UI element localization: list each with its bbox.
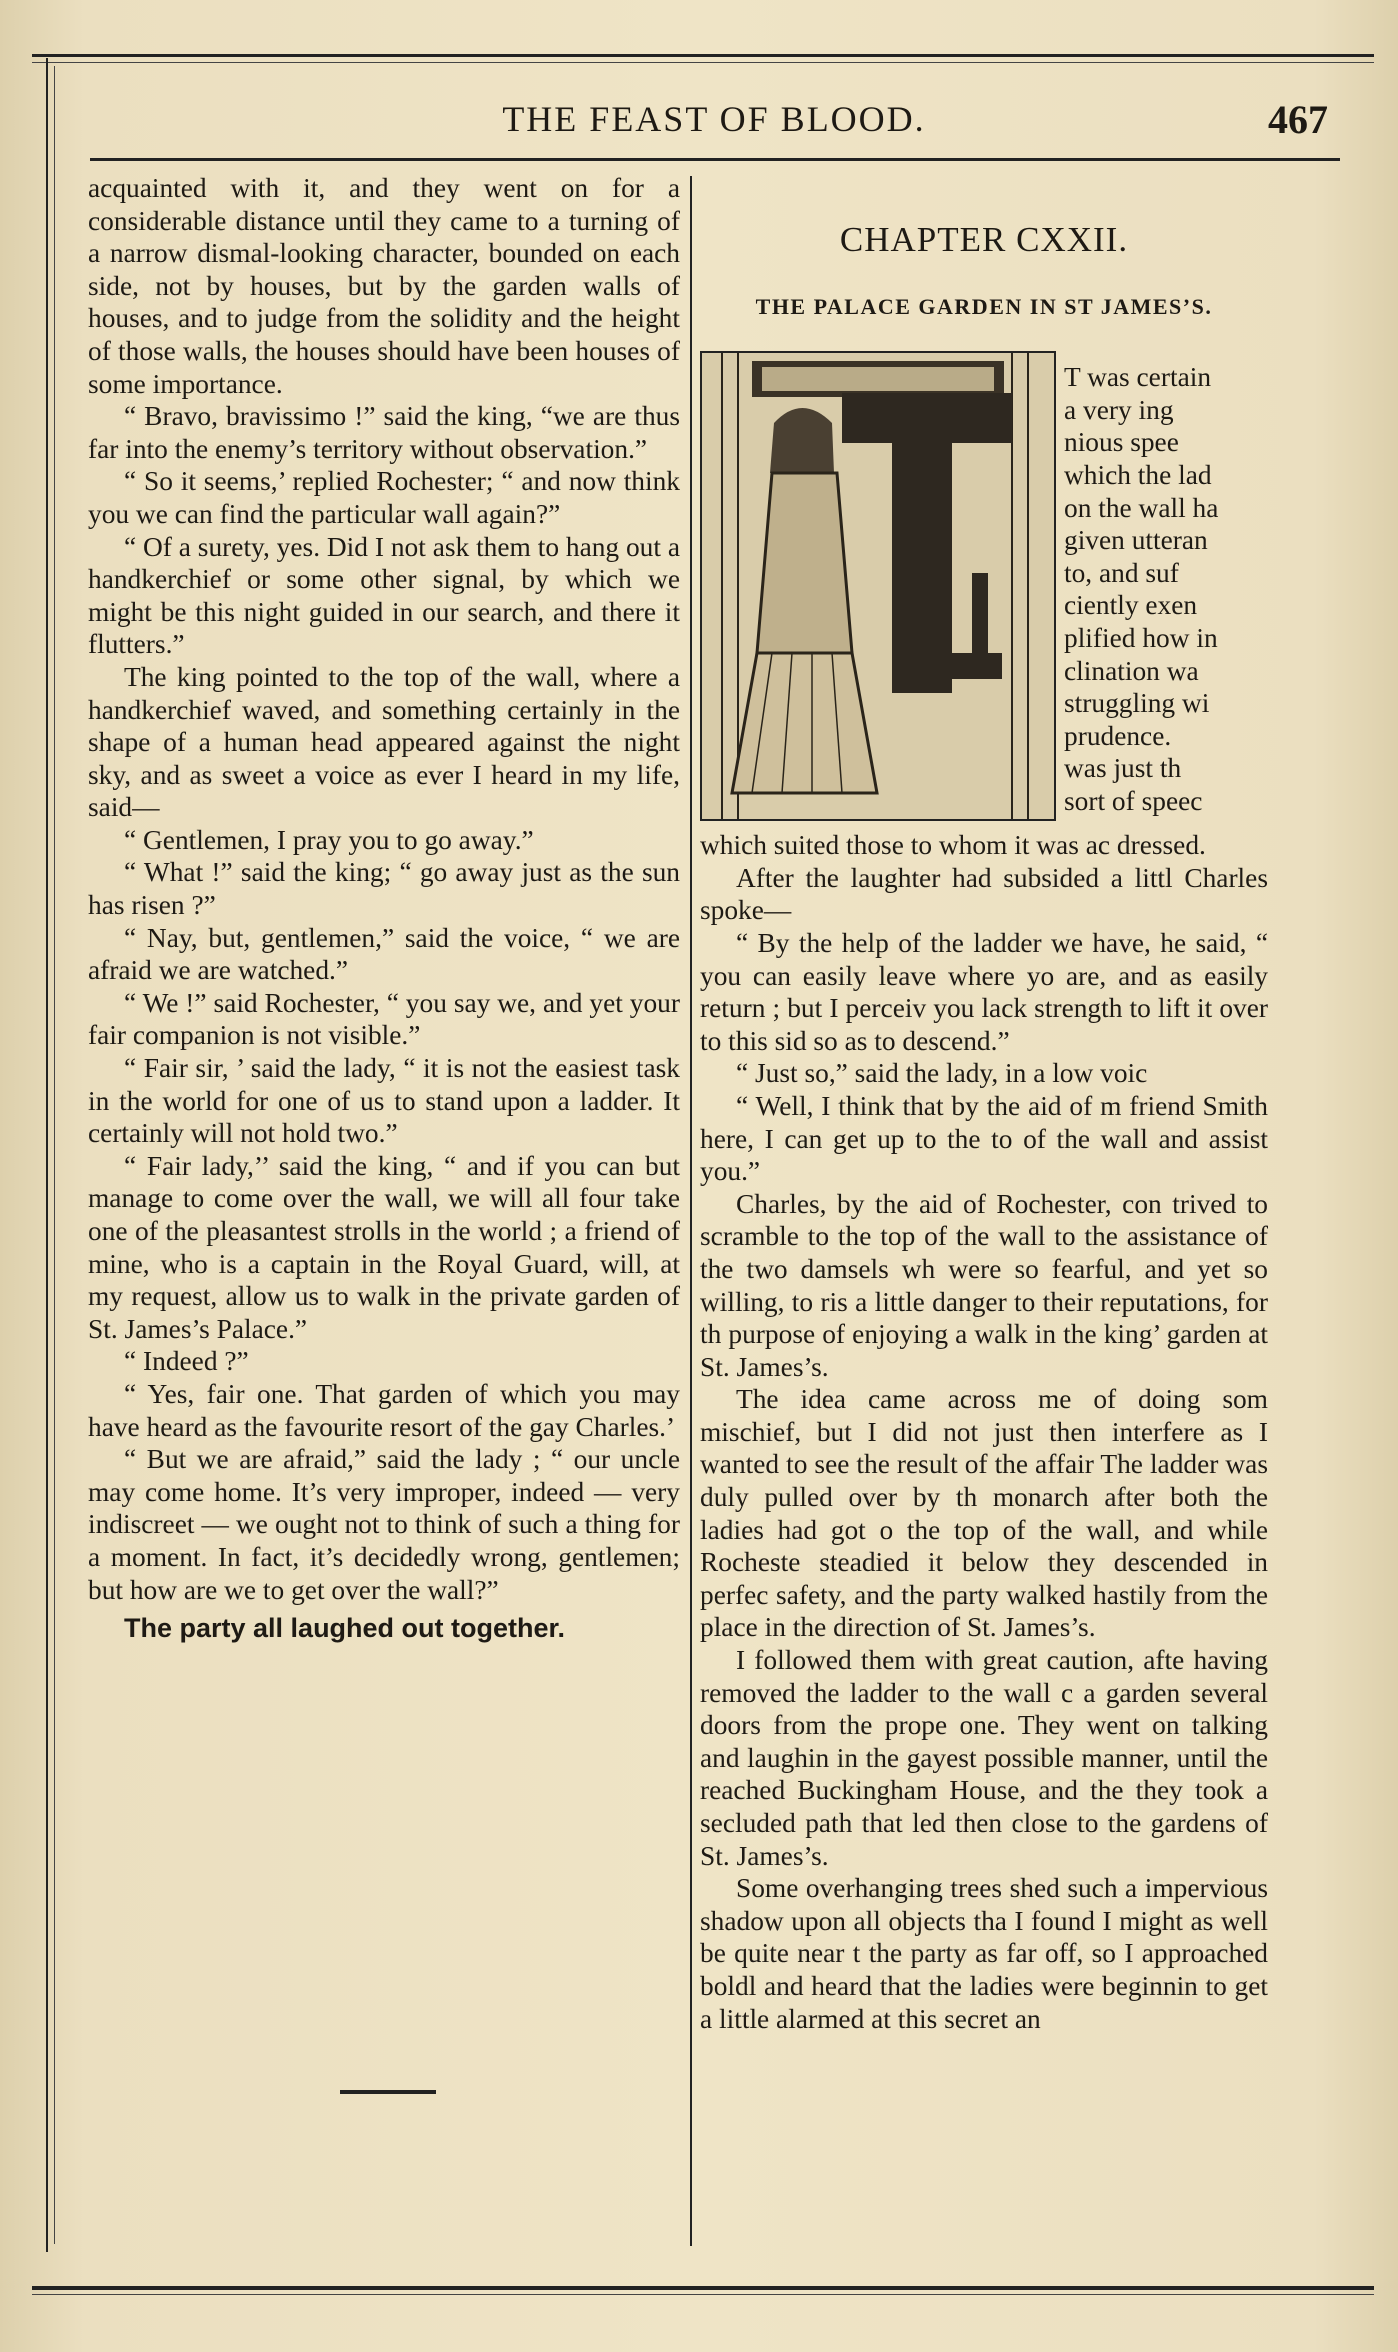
paragraph: “ Just so,” said the lady, in a low voic <box>736 1058 1148 1089</box>
paragraph: “ So it seems,’ replied Rochester; “ and now think you we can find the particular wall again?” <box>88 466 680 529</box>
bottom-border-rule <box>32 2286 1374 2290</box>
column-divider <box>690 176 692 2246</box>
paragraph: I followed them with great caution, afte having removed the ladder to the wall c a garden several doors from the prope one. They went on talking and laughin in the gayest possible manner, until the reached Buckingham House, and the they took a secluded path that led then close to the gardens of St. James’s. <box>700 1645 1268 1871</box>
top-border-rule <box>32 54 1374 57</box>
paragraph: “ Well, I think that by the aid of m friend Smith here, I can get up to the to of the wall and assist you.” <box>700 1090 1268 1187</box>
woman-at-window-illustration-icon <box>702 353 1054 819</box>
text-line: nious spee <box>1064 427 1179 458</box>
paragraph: acquainted with it, and they went on for a considerable distance until they came to a turning of a narrow dismal-looking character, bounded on each side, not by houses, but by the garden walls of houses, and to judge from the solidity and the height of those walls, the houses should have been houses of some importance. <box>88 173 680 399</box>
right-column <box>700 172 1268 2035</box>
paragraph: The king pointed to the top of the wall, where a handkerchief waved, and something certainly in the shape of a human head appeared against the night sky, and as sweet a voice as ever I heard in my life, said— <box>88 661 680 823</box>
dropcap-illustration <box>700 351 1056 821</box>
text-line: sort of speec <box>1064 785 1203 816</box>
page-number: 467 <box>1268 97 1328 142</box>
paragraph: “ What !” said the king; “ go away just as the sun has risen ?” <box>88 857 680 921</box>
dropcap-wrapped-text <box>1064 361 1268 817</box>
text-line: a very ing <box>1064 394 1174 425</box>
closing-line: The party all laughed out together. <box>124 1613 566 1644</box>
chapter-subtitle: THE PALACE GARDEN IN ST JAMES’S. <box>755 293 1213 319</box>
running-title: THE FEAST OF BLOOD. <box>502 99 926 139</box>
paragraph: “ Of a surety, yes. Did I not ask them to hang out a handkerchief or some other signal, by which we might be this night guided in our search, and there it flutters.” <box>88 531 680 660</box>
text-line: given utteran <box>1064 525 1208 556</box>
left-border-rule-thin <box>54 66 55 2244</box>
text-line: was just th <box>1064 753 1182 784</box>
paragraph: “ Bravo, bravissimo !” said the king, “we are thus far into the enemy’s territory without observation.” <box>88 401 680 464</box>
paragraph: “ Fair lady,’’ said the king, “ and if you can but manage to come over the wall, we will all four take one of the pleasantest strolls in the world ; a friend of mine, who is a captain in the Royal Guard, will, at my request, allow us to walk in the private garden of St. James’s Palace.” <box>88 1150 680 1344</box>
text-line: to, and suf <box>1064 557 1179 588</box>
paragraph: Some overhanging trees shed such a impervious shadow upon all objects tha I found I might as well be quite near t the party as far off, so I approached boldl and heard that the ladies were beginnin to get a little alarmed at this secret an <box>700 1873 1268 2034</box>
text-line: T was certain <box>1064 362 1212 393</box>
header-rule <box>90 158 1340 161</box>
paragraph: “ Fair sir, ’ said the lady, “ it is not the easiest task in the world for one of us to stand upon a ladder. It certainly will not hold two.” <box>88 1053 680 1149</box>
text-line: prudence. <box>1064 720 1172 751</box>
running-header <box>90 98 1338 148</box>
paragraph: “ Gentlemen, I pray you to go away.” <box>124 824 534 855</box>
text-line: struggling wi <box>1064 688 1210 719</box>
text-line: clination wa <box>1064 655 1199 686</box>
top-border-rule-thin <box>32 62 1374 63</box>
left-border-rule <box>46 58 48 2252</box>
paragraph: “ Nay, but, gentlemen,” said the voice, “ we are afraid we are watched.” <box>88 922 680 986</box>
paragraph: “ Indeed ?” <box>124 1346 249 1377</box>
paragraph: “ Yes, fair one. That garden of which you may have heard as the favourite resort of the gay Charles.’ <box>88 1378 680 1442</box>
paragraph: After the laughter had subsided a littl Charles spoke— <box>700 862 1268 926</box>
text-line: plified how in <box>1064 622 1218 653</box>
paragraph: “ We !” said Rochester, “ you say we, and yet your fair companion is not visible.” <box>88 987 680 1051</box>
paragraph: Charles, by the aid of Rochester, con trived to scramble to the top of the wall to the assistance of the two damsels wh were so fearful, and yet so willing, to ris a little danger to their reputations, for th purpose of enjoying a walk in the king’ garden at St. James’s. <box>700 1188 1268 1382</box>
paragraph: “ By the help of the ladder we have, he said, “ you can easily leave where yo are, and as easily return ; but I perceiv you lack strength to lift it over to this sid so as to descend.” <box>700 927 1268 1056</box>
text-line: ciently exen <box>1064 590 1198 621</box>
text-line: on the wall ha <box>1064 492 1219 523</box>
left-column <box>88 172 680 1645</box>
text-line: which the lad <box>1064 459 1212 490</box>
section-end-dash <box>340 2090 436 2094</box>
chapter-heading: CHAPTER CXXII. <box>839 220 1129 259</box>
bottom-border-rule-thin <box>32 2294 1374 2295</box>
illustrated-opening <box>700 351 1268 829</box>
paragraph: The idea came across me of doing som mischief, but I did not just then interfere as I wanted to see the result of the affair The ladder was duly pulled over by th monarch after both the ladies had got o the top of the wall, and while Rocheste steadied it below they descended in perfec safety, and the party walked hastily from the place in the direction of St. James’s. <box>700 1384 1268 1643</box>
paragraph: “ But we are afraid,” said the lady ; “ our uncle may come home. It’s very improper, indeed — very indiscreet — we ought not to think of such a thing for a moment. In fact, it’s decidedly wrong, gentlemen; but how are we to get over the wall?” <box>88 1444 680 1605</box>
paragraph: which suited those to whom it was ac dressed. <box>700 830 1206 861</box>
